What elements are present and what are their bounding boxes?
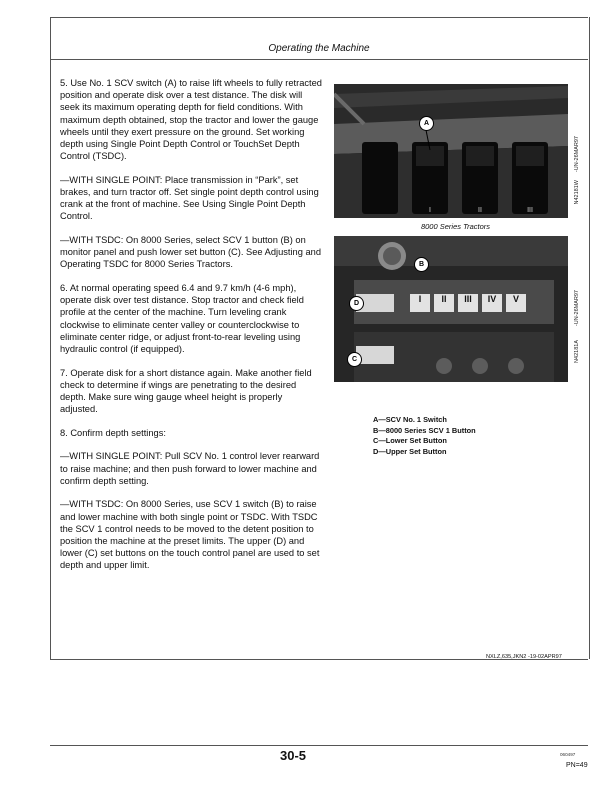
figure-caption: 8000 Series Tractors — [420, 222, 491, 231]
reference-code: NXLZ,635,JKN2 -19-02APR97 — [486, 654, 562, 660]
legend-item: C—Lower Set Button — [373, 436, 447, 446]
figure-top-id: N42181W — [574, 180, 580, 205]
footer-rule — [50, 745, 588, 746]
callout-d: D — [349, 296, 364, 311]
legend-item: A—SCV No. 1 Switch — [373, 415, 447, 424]
page-number: 30-5 — [280, 748, 307, 763]
paragraph: 6. At normal operating speed 6.4 and 9.7 km/h (4-6 mph), operate disk over test distance. Stop tractor and check field profile at the center of the machine. Turn leveling crank clockwise to eliminate center valley or counterclockwise to eliminate center ridge, or adjust front-to-rear leveling using hydraulic control (if equipped). — [60, 283, 304, 355]
figure-top-code: -UN-26MAR97 — [574, 136, 580, 173]
figure-legend — [373, 415, 476, 457]
header-rule — [50, 59, 588, 60]
callout-c: C — [347, 352, 362, 367]
svg-text:I: I — [429, 207, 431, 214]
paragraph: 5. Use No. 1 SCV switch (A) to raise lift wheels to fully retracted position and operate disk over a test distance. The disk will seek its maximum operating depth for field conditions. With maximum depth obtained, stop the tractor and lower the gauge wheels until they exert pressure on the ground. Set working depth using Single Point Depth Control or TouchSet Depth Control (TSDC). — [60, 78, 322, 162]
paragraph: —WITH SINGLE POINT: Pull SCV No. 1 control lever rearward to raise machine; and then push forward to lower machine and confirm depth setting. — [60, 451, 320, 486]
scv-button-4: IV — [487, 294, 497, 304]
instructions-text — [60, 77, 322, 583]
paragraph: —WITH TSDC: On 8000 Series, select SCV 1 button (B) on monitor panel and push lower set button (C). See Adjusting and Operating TSDC for 8000 Series Tractors. — [60, 235, 321, 270]
callout-a: A — [419, 116, 434, 131]
paragraph: —WITH TSDC: On 8000 Series, use SCV 1 switch (B) to raise and lower machine with both single point or TSDC. With TSDC the SCV 1 control needs to be moved to the detent position to position the machine at the preset limits. The upper (D) and lower (C) set buttons on the touch control panel are used to set depth and upper limit. — [60, 499, 320, 571]
scv-switches-illustration — [334, 84, 568, 218]
touch-control-panel-photo — [334, 236, 568, 382]
touch-control-panel-illustration — [334, 236, 568, 382]
scv-button-3: III — [464, 294, 472, 304]
svg-text:II: II — [478, 207, 482, 214]
figure-bottom-code: -UN-26MAR97 — [574, 290, 580, 327]
legend-item: D—Upper Set Button — [373, 446, 447, 456]
scv-switches-photo — [334, 84, 568, 218]
legend-item: B—8000 Series SCV 1 Button — [373, 425, 476, 435]
svg-text:III: III — [527, 207, 533, 214]
scv-button-2: II — [441, 294, 447, 304]
header-rule-top — [50, 17, 588, 18]
paragraph: 7. Operate disk for a short distance again. Make another field check to determine if wings are penetrating to the desired depth. Make sure wing gauge wheel height is properly adjusted. — [60, 367, 312, 415]
callout-b: B — [414, 257, 429, 272]
scv-button-5: V — [512, 294, 519, 304]
small-code: 060497 — [560, 752, 576, 757]
pn-number: PN=49 — [566, 762, 588, 769]
scv-button-1: I — [418, 294, 422, 304]
section-title: Operating the Machine — [268, 43, 370, 54]
figure-bottom-id: N42181A — [574, 340, 580, 363]
paragraph: —WITH SINGLE POINT: Place transmission in “Park”, set brakes, and turn tractor off. Set single point depth control using crank at the front of machine. See Using Single Point Depth Control. — [60, 174, 319, 222]
paragraph: 8. Confirm depth settings: — [60, 427, 166, 438]
